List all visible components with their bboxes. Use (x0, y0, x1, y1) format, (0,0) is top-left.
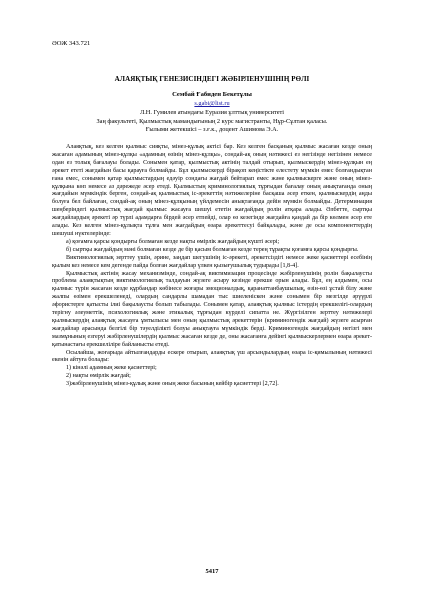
paragraph: б) сыртқы жағдайдың мәні болмаған кезде де бір қасым болмаған кезде терең тұрақты қоғамға қарсы қондырғы. (66, 246, 359, 253)
paragraph: Виктимологиялық зерттеу үшін, әрине, заңдап шегушінің іс-әрекеті, әрекетсіздігі немесе жеке қасиеттері есебінің қылым кез немесе кем дегенде пайда болған жағдайлар үлкен қызығушылық тудырады [1,8-4]. (52, 254, 372, 269)
affiliation-faculty: Заң факультеті, Қылмыстық мамандығының 2 курс магистранты, Нұр-Сұлтан қаласы. (96, 117, 328, 125)
paragraph: Қылмыстық актінің жасау механизмінде, сондай-ақ виктимизация процесінде жәбірленушінің ролін бақылаусты проблема алаяқтықтың виктимологиялық талдауын жүзеге асыру кезінде ерекше орын алады. Бұл, ең алдымен, осы қылмыс түрін жасаған кезде құрбандар көбінесе жоғары эмоционалдық, қаранаттанбаушылық, өзін-өзі ұстай білу және жалпы өзімен ерекшеленеді, олардың сандарлы шамадан тыс шиеленіскен және сонымен бір мезгілде әрүүрлі әфористерге қатысты ілиі бақылаусты болып табылады. Сонымен қатар, алаяқтық қылмыс істердің ерекшелігі-олардың терігну әлеуметтік, психологиялық және этикалық тұрғыдан күрделі сипатта не. Жүргізілген зерттеу нәтижелері қылмыскердің алаяқтық жасауға ұмтылысы мен оның қылмыстық әрекеттерін (криминогендік жағдай) жүзеге асырған жағдайлар арасында белгілі бір тәуелділікті болуы анықтауға мүмкіндік берді. Криминогендік жағдайдың негізгі мен мазмұнының езгеруі жәбірленушілердің қылмыс жасаған кезде де, оны жасағанға дейінгі қылмыскерлермен өзара әрекет-қатынастағы ерекшеліліре байланысты етеді. (52, 270, 372, 348)
author-name: Сембай Ғабиден Бекетұлы (172, 91, 252, 98)
affiliation-supervisor: Ғылыми жетекшісі – з.ғ.к., доцент Ашимова Э.А. (145, 126, 279, 134)
list-item: 2) нақты өмірлік жағдай; (66, 373, 131, 380)
author-email-link[interactable]: s.gabi@list.ru (194, 100, 230, 107)
paragraph: Осылайша, жоғарыда айтылғандарды ескере отырып, алаяқтық үш арсындылардың өзара іс-қимылының нәтижесі екенін айтуға болады: (52, 349, 372, 364)
list-item: 3)жәбірленушінің мінез-құлық және оның жеке басының кейбір қасиеттері [2,72]. (66, 381, 279, 388)
list-item: 1) кінәлі адамның жеке қасиеттері; (66, 365, 157, 372)
affiliation-block (52, 109, 372, 135)
page-number: 5417 (205, 568, 219, 575)
paper-title: АЛАЯҚТЫҚ ГЕНЕЗИСІНДЕГІ ЖӘБІРЛЕНУШІНІҢ РӨЛІ (114, 75, 310, 83)
paragraph: а) қоғамға қарсы қондырғы болмаған кезде нақты өмірлік жағдайдың күшті әсері; (66, 238, 280, 245)
affiliation-university: Л.Н. Гумилев атындағы Еуразия ұлттық университеті (139, 109, 285, 116)
udc-code: ӘОЖ 343.721 (52, 40, 91, 47)
paper-body (52, 144, 372, 389)
paragraph: Алаяқтық, кез келген қылмыс сияқты, мінез-құлық актісі бар. Кез келген басқаның қылмыс жасаған кезде оның жасаған адамының мінез-құлқы «адамның өзінің мінез-құлқы», сондай-ақ оның нәтижесі ез негізінде негізінен немесе одан ез толық бағалауы болады. Сонымен қатар, қылмыстық актінің талдай отырып, қылмыскердің мінез-құлқын ең әрекет ететі жағдайын басы қарауға болмайды. Бұл қылмыскерді бірақоп кеңістікте елестету мүмкін емес болғандықтан ғана емес, сонымен қатар қылмыстардың едәуір сондағы жағдай бейтарап емес және қылмыскерге және оның мінез-құлқына көп немесе аз дәрежеде әсер етеді. Қылмыстың криминологиялық тұрғыдан бағалау оның анықтағанда оның жағдайын мүмкіндік берген, сондай-ақ қылмыстық іс-әрекеттің нәтижелеріне басқаша әсер еткен, қылмыскердің аңды болуға бел байлаған, сондай-ақ оның мінез-құлқының үйлдемесін анықтағанда дейін мүмкін болмайды. Детерминация шеңберіндегі қылмыстық жағдай қылмыс жасауға шешуі ететін жағдайдың ролін атқара алады. Әлбетте, сыртқы жағдайлардың әрекеті әр түрлі адамдарға бірдей әсер етпейді, олар өз кезегінде жағдайға қандай да бір көлмен әсер ете алады. Кез келген мінез-құлықта тұлға мен жағдайдың өзара әрекеттесуі байқалады, және де осы компоненттердің шешуші нүктелерінде: (52, 144, 372, 237)
